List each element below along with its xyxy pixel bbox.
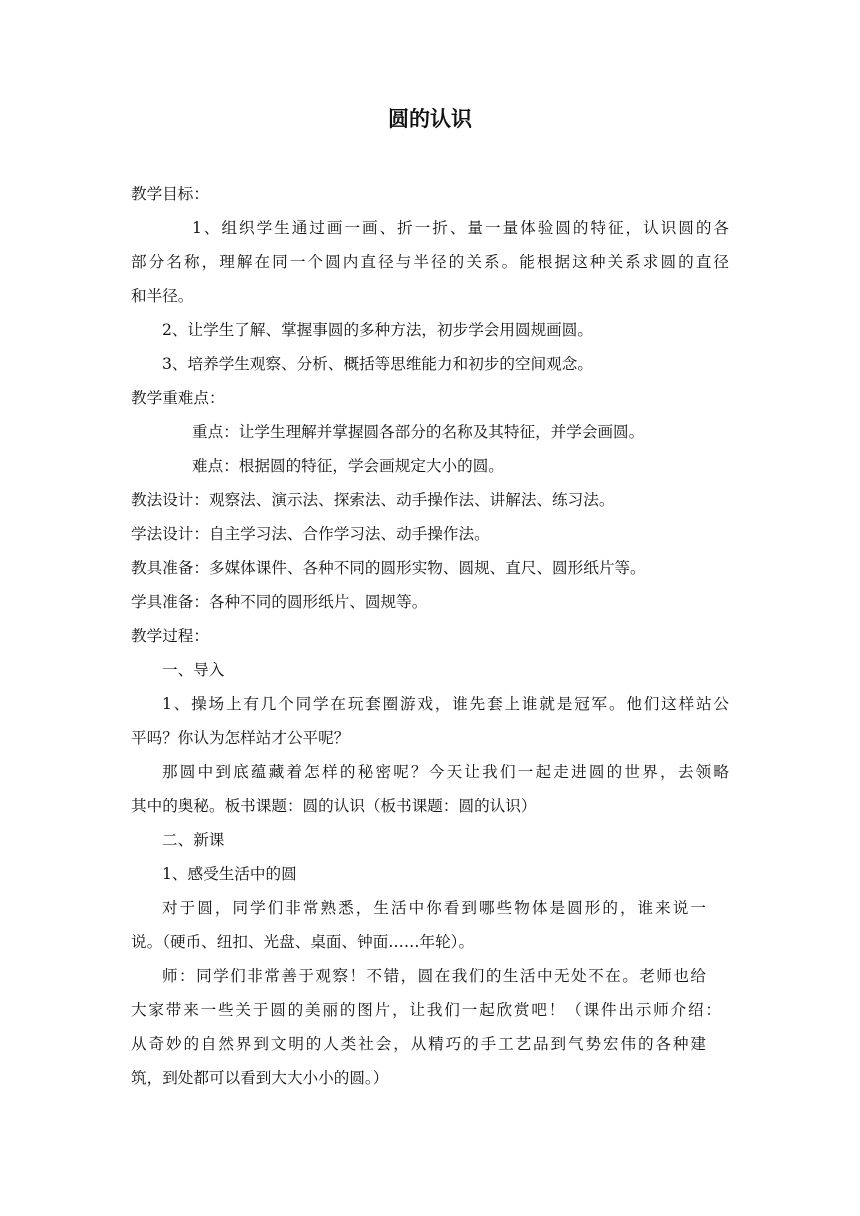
part-2-heading: 二、新课 <box>162 831 225 849</box>
key-point: 重点：让学生理解并掌握圆各部分的名称及其特征，并学会画圆。 <box>192 423 645 441</box>
teacher-para-line-1: 师：同学们非常善于观察！不错，圆在我们的生活中无处不在。老师也给 <box>162 967 706 985</box>
learning-methods: 学法设计：自主学习法、合作学习法、动手操作法。 <box>131 525 490 543</box>
section-heading-process: 教学过程： <box>131 627 209 645</box>
intro-para-2-line-2: 其中的奥秘。板书课题：圆的认识（板书课题：圆的认识） <box>131 797 537 815</box>
subsection-1-heading: 1、感受生活中的圆 <box>162 865 297 883</box>
difficult-point: 难点：根据圆的特征，学会画规定大小的圆。 <box>192 457 504 475</box>
objective-2: 2、让学生了解、掌握事圆的多种方法，初步学会用圆规画圆。 <box>162 321 593 339</box>
intro-para-1-line-1: 1、操场上有几个同学在玩套圈游戏，谁先套上谁就是冠军。他们这样站公 <box>162 695 729 713</box>
teacher-para-line-4: 筑，到处都可以看到大大小小的圆。） <box>131 1069 389 1087</box>
objective-1-line-2: 部分名称，理解在同一个圆内直径与半径的关系。能根据这种关系求圆的直径 <box>131 253 729 271</box>
section-heading-key-points: 教学重难点： <box>131 389 225 407</box>
teacher-para-line-3: 从奇妙的自然界到文明的人类社会，从精巧的手工艺品到气势宏伟的各种建 <box>131 1035 706 1053</box>
section-heading-objectives: 教学目标： <box>131 185 209 203</box>
teacher-para-line-2: 大家带来一些关于圆的美丽的图片，让我们一起欣赏吧！（课件出示师介绍： <box>131 1001 721 1019</box>
document-title: 圆的认识 <box>388 107 472 131</box>
intro-para-2-line-1: 那圆中到底蕴藏着怎样的秘密呢？今天让我们一起走进圆的世界，去领略 <box>162 763 729 781</box>
life-circles-line-1: 对于圆，同学们非常熟悉，生活中你看到哪些物体是圆形的，谁来说一 <box>162 899 706 917</box>
teaching-aids: 教具准备：多媒体课件、各种不同的圆形实物、圆规、直尺、圆形纸片等。 <box>131 559 646 577</box>
life-circles-line-2: 说。（硬币、纽扣、光盘、桌面、钟面……年轮）。 <box>131 933 475 951</box>
objective-3: 3、培养学生观察、分析、概括等思维能力和初步的空间观念。 <box>162 355 593 373</box>
teaching-methods: 教法设计：观察法、演示法、探索法、动手操作法、讲解法、练习法。 <box>131 491 615 509</box>
objective-1-line-3: 和半径。 <box>131 287 194 305</box>
intro-para-1-line-2: 平吗？你认为怎样站才公平呢？ <box>131 729 350 747</box>
part-1-heading: 一、导入 <box>162 661 225 679</box>
objective-1-line-1: 1、组织学生通过画一画、折一折、量一量体验圆的特征，认识圆的各 <box>192 219 729 237</box>
learning-aids: 学具准备：各种不同的圆形纸片、圆规等。 <box>131 593 428 611</box>
